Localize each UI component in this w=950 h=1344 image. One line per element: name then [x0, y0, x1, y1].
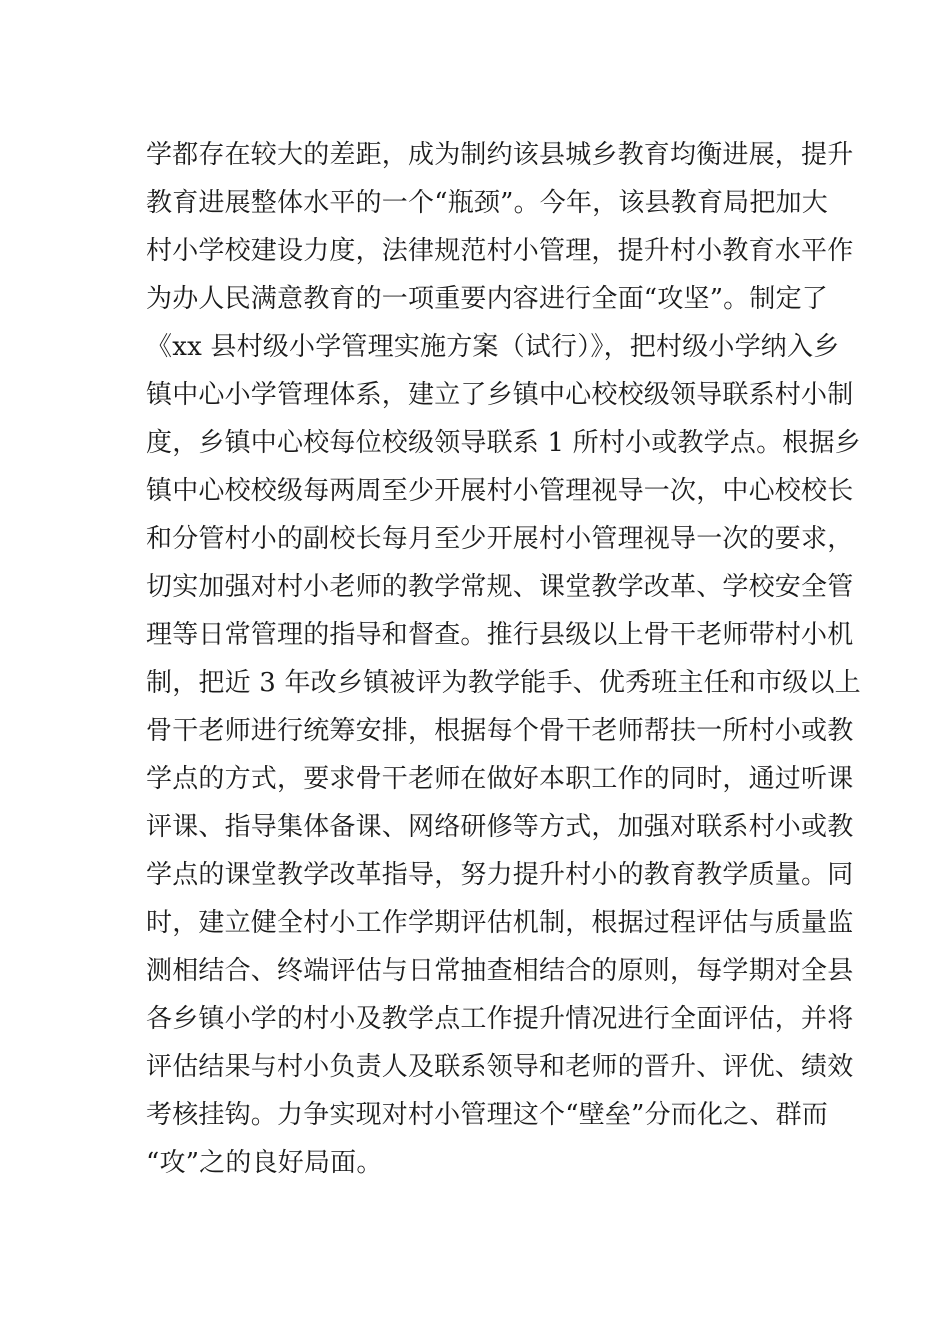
paragraph-line: 和分管村小的副校长每月至少开展村小管理视导一次的要求， — [146, 524, 854, 554]
paragraph-line: 学点的方式，要求骨干老师在做好本职工作的同时，通过听课 — [146, 764, 854, 794]
paragraph-line: 为办人民满意教育的一项重要内容进行全面“攻坚”。制定了 — [146, 284, 828, 314]
paragraph-line: 骨干老师进行统筹安排，根据每个骨干老师帮扶一所村小或教 — [146, 716, 854, 746]
paragraph-line: 理等日常管理的指导和督查。推行县级以上骨干老师带村小机 — [146, 620, 854, 650]
paragraph-line: 镇中心小学管理体系，建立了乡镇中心校校级领导联系村小制 — [146, 380, 854, 410]
paragraph-line: 村小学校建设力度，法律规范村小管理，提升村小教育水平作 — [146, 236, 854, 266]
paragraph-line: 切实加强对村小老师的教学常规、课堂教学改革、学校安全管 — [146, 572, 854, 602]
paragraph-line: 评估结果与村小负责人及联系领导和老师的晋升、评优、绩效 — [146, 1052, 854, 1082]
paragraph-line: 学点的课堂教学改革指导，努力提升村小的教育教学质量。同 — [146, 860, 854, 890]
paragraph-line: 各乡镇小学的村小及教学点工作提升情况进行全面评估，并将 — [146, 1004, 854, 1034]
paragraph-line: 镇中心校校级每两周至少开展村小管理视导一次，中心校校长 — [146, 476, 854, 506]
paragraph-line: 《xx 县村级小学管理实施方案（试行）》，把村级小学纳入乡 — [146, 332, 840, 362]
paragraph-line: 学都存在较大的差距，成为制约该县城乡教育均衡进展，提升 — [146, 140, 854, 170]
paragraph-line: 时，建立健全村小工作学期评估机制，根据过程评估与质量监 — [146, 908, 854, 938]
paragraph-line: 教育进展整体水平的一个“瓶颈”。今年，该县教育局把加大 — [146, 188, 828, 218]
paragraph-line: 度，乡镇中心校每位校级领导联系 1 所村小或教学点。根据乡 — [146, 428, 861, 458]
paragraph-line: 考核挂钩。力争实现对村小管理这个“壁垒”分而化之、群而 — [146, 1100, 828, 1130]
paragraph-line: 评课、指导集体备课、网络研修等方式，加强对联系村小或教 — [146, 812, 854, 842]
paragraph-line: 测相结合、终端评估与日常抽查相结合的原则，每学期对全县 — [146, 956, 854, 986]
paragraph-line: 制，把近 3 年改乡镇被评为教学能手、优秀班主任和市级以上 — [146, 668, 861, 698]
paragraph-line: “攻”之的良好局面。 — [146, 1148, 383, 1178]
